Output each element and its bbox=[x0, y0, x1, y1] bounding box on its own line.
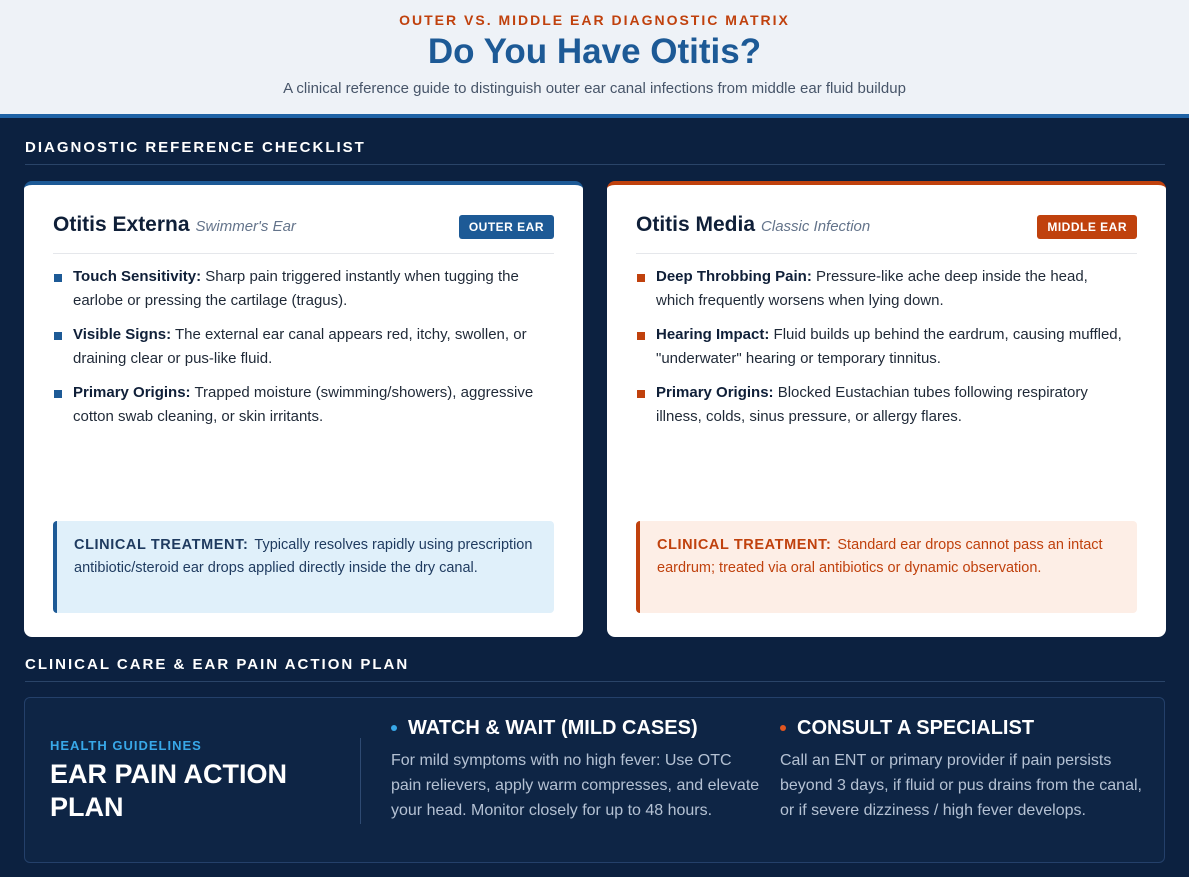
card-header bbox=[636, 207, 1137, 254]
plan-column-watch-wait bbox=[391, 714, 761, 823]
bullet-dot-icon bbox=[780, 725, 786, 731]
treatment-callout bbox=[53, 521, 554, 613]
middle-ear-badge: MIDDLE EAR bbox=[1037, 215, 1137, 239]
card-title-text: Otitis Media bbox=[636, 213, 756, 236]
divider bbox=[360, 738, 361, 824]
item-text: Pressure-like ache deep inside the head, which frequently worsens when lying down. bbox=[656, 268, 1088, 309]
square-bullet-icon bbox=[637, 332, 645, 340]
item-text: Sharp pain triggered instantly when tugging the earlobe or pressing the cartilage (tragus). bbox=[73, 268, 519, 309]
page-title: Do You Have Otitis? bbox=[427, 32, 762, 71]
column-heading bbox=[780, 714, 1150, 742]
plan-title: EAR PAIN ACTION PLAN bbox=[50, 759, 288, 822]
column-text: Call an ENT or primary provider if pain persists beyond 3 days, if fluid or pus drains from the canal, or if severe dizziness / high fever develops. bbox=[780, 752, 1142, 819]
item-label: Touch Sensitivity: bbox=[73, 268, 202, 285]
symptom-list bbox=[53, 265, 547, 439]
item-label: Visible Signs: bbox=[73, 326, 172, 343]
column-heading-text: WATCH & WAIT (MILD CASES) bbox=[408, 717, 698, 739]
item-text: Fluid builds up behind the eardrum, causing muffled, "underwater" hearing or temporary tinnitus. bbox=[656, 326, 1122, 367]
header-eyebrow: OUTER VS. MIDDLE EAR DIAGNOSTIC MATRIX bbox=[399, 12, 790, 28]
column-heading-text: CONSULT A SPECIALIST bbox=[797, 717, 1035, 739]
section-heading-action-plan: CLINICAL CARE & EAR PAIN ACTION PLAN bbox=[25, 656, 1165, 682]
section-heading-checklist: DIAGNOSTIC REFERENCE CHECKLIST bbox=[25, 139, 1165, 165]
square-bullet-icon bbox=[54, 332, 62, 340]
plan-eyebrow: HEALTH GUIDELINES bbox=[50, 738, 202, 753]
card-subtitle: Swimmer's Ear bbox=[195, 218, 296, 235]
card-title bbox=[636, 213, 870, 237]
card-otitis-media bbox=[607, 181, 1166, 637]
treatment-label: CLINICAL TREATMENT: bbox=[657, 537, 832, 553]
item-label: Primary Origins: bbox=[73, 384, 191, 401]
square-bullet-icon bbox=[637, 274, 645, 282]
square-bullet-icon bbox=[54, 274, 62, 282]
item-text: Trapped moisture (swimming/showers), aggressive cotton swab cleaning, or skin irritants. bbox=[73, 384, 534, 425]
treatment-callout bbox=[636, 521, 1137, 613]
symptom-list bbox=[636, 265, 1130, 439]
item-label: Hearing Impact: bbox=[656, 326, 770, 343]
list-item bbox=[636, 265, 1130, 313]
plan-column-consult bbox=[780, 714, 1150, 823]
square-bullet-icon bbox=[54, 390, 62, 398]
page-header bbox=[0, 0, 1189, 118]
treatment-label: CLINICAL TREATMENT: bbox=[74, 537, 249, 553]
action-plan-panel bbox=[24, 697, 1165, 863]
card-subtitle: Classic Infection bbox=[761, 218, 871, 235]
treatment-text: Standard ear drops cannot pass an intact eardrum; treated via oral antibiotics or dynamic observation. bbox=[657, 537, 1103, 576]
page-subtitle: A clinical reference guide to distinguish outer ear canal infections from middle ear fluid buildup bbox=[283, 80, 906, 97]
item-label: Primary Origins: bbox=[656, 384, 774, 401]
treatment-text: Typically resolves rapidly using prescription antibiotic/steroid ear drops applied directly inside the dry canal. bbox=[74, 537, 533, 576]
list-item bbox=[53, 323, 547, 371]
card-title bbox=[53, 213, 296, 237]
card-header bbox=[53, 207, 554, 254]
column-heading bbox=[391, 714, 761, 742]
list-item bbox=[636, 381, 1130, 429]
outer-ear-badge: OUTER EAR bbox=[459, 215, 554, 239]
square-bullet-icon bbox=[637, 390, 645, 398]
card-title-text: Otitis Externa bbox=[53, 213, 190, 236]
item-label: Deep Throbbing Pain: bbox=[656, 268, 812, 285]
item-text: The external ear canal appears red, itchy, swollen, or draining clear or pus-like fluid. bbox=[73, 326, 527, 367]
item-text: Blocked Eustachian tubes following respiratory illness, colds, sinus pressure, or allergy flares. bbox=[656, 384, 1088, 425]
card-otitis-externa bbox=[24, 181, 583, 637]
list-item bbox=[53, 265, 547, 313]
list-item bbox=[53, 381, 547, 429]
list-item bbox=[636, 323, 1130, 371]
column-text: For mild symptoms with no high fever: Use OTC pain relievers, apply warm compresses, and elevate your head. Monitor closely for up to 48 hours. bbox=[391, 752, 760, 819]
bullet-dot-icon bbox=[391, 725, 397, 731]
